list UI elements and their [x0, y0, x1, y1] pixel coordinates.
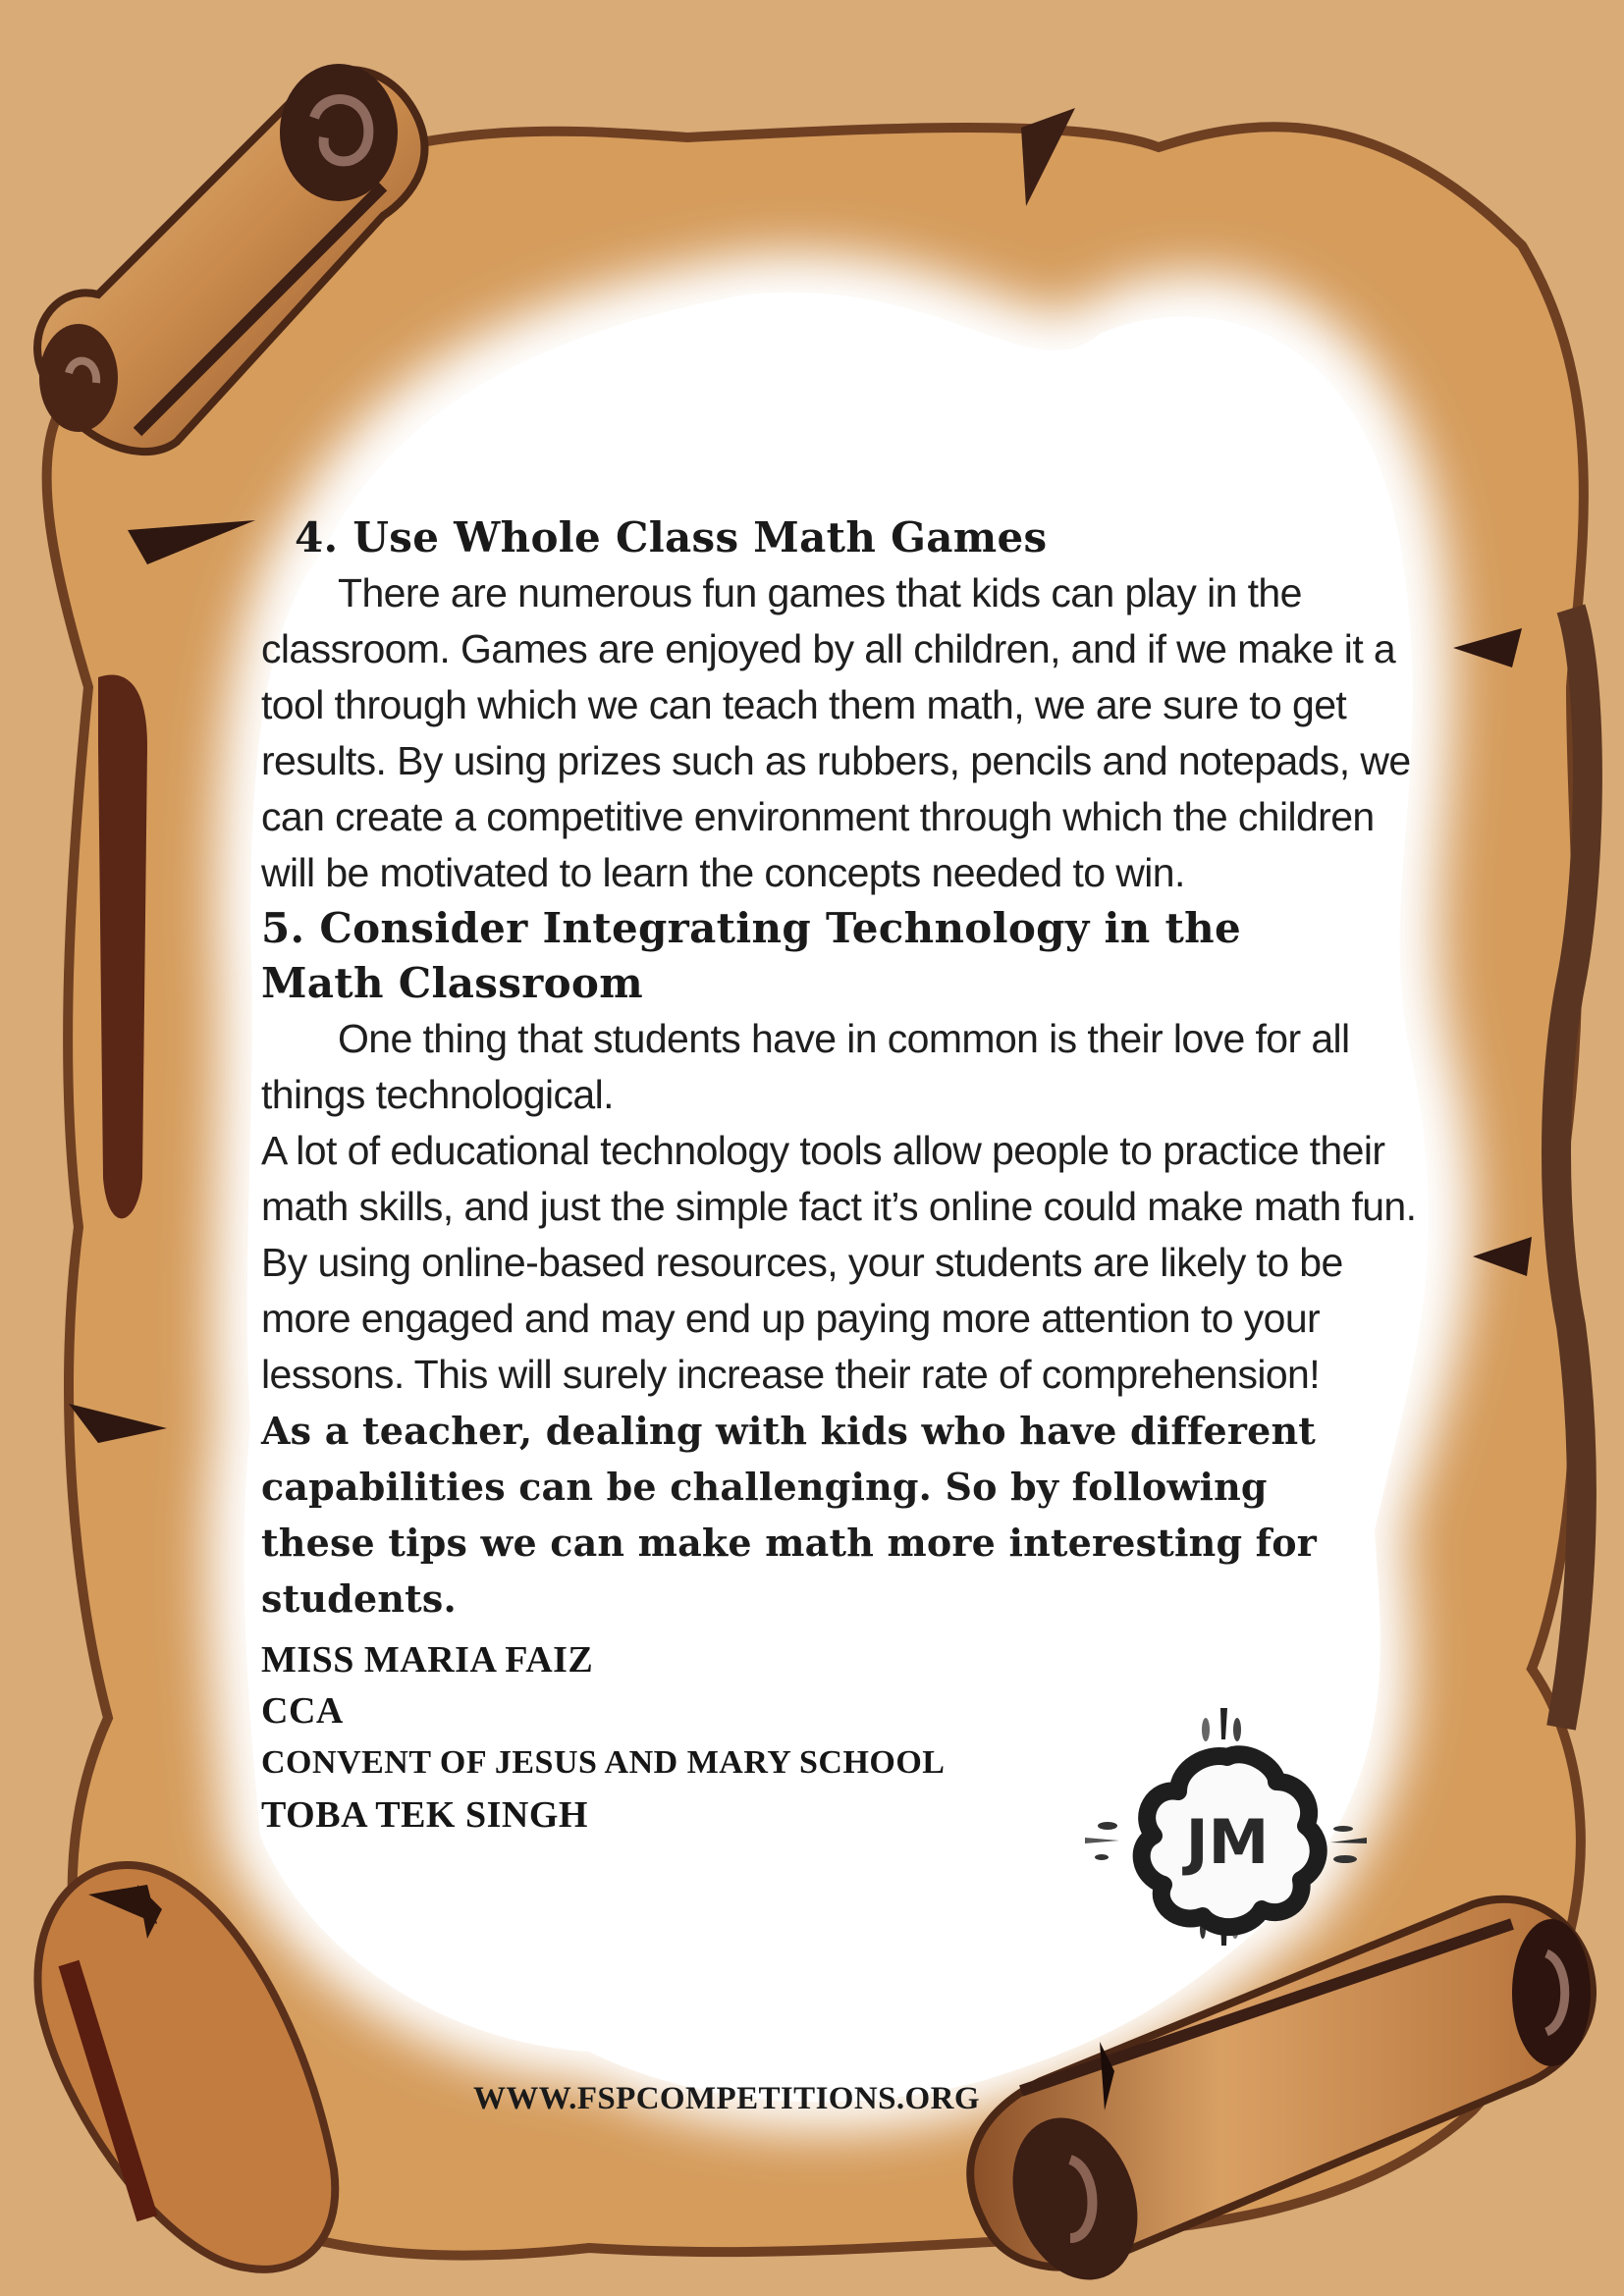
author-name: MISS MARIA FAIZ: [261, 1639, 594, 1681]
section-heading-5: 5. Consider Integrating Technology in the Math Classroom: [261, 904, 1242, 1007]
section-4-paragraph: There are numerous fun games that kids can play in the classroom. Games are enjoyed by all children, and if we make it a tool through which we can teach them math, we are sure to get results. By using prizes such as rubbers, pencils and notepads, we can create a competitive environment through which the children will be motivated to learn the concepts needed to win.: [261, 570, 1411, 895]
author-role: CCA: [261, 1690, 344, 1732]
website-url-link[interactable]: WWW.FSPCOMPETITIONS.ORG: [473, 2081, 980, 2116]
section-heading-4: 4. Use Whole Class Math Games: [295, 513, 1048, 561]
school-city: TOBA TEK SINGH: [261, 1794, 588, 1836]
section-5-paragraph-2: A lot of educational technology tools allow people to practice their math skills, and just the simple fact it’s online could make math fun. By using online-based resources, your students are likely to be more engaged and may end up paying more attention to your lessons. This will surely increase their rate of comprehension!: [261, 1128, 1417, 1397]
closing-statement: As a teacher, dealing with kids who have different capabilities can be challenging. So by following these tips we can make math more interesting for students.: [261, 1409, 1317, 1621]
svg-text:JM: JM: [1185, 1806, 1270, 1878]
article-body: [261, 510, 1420, 1841]
school-name: CONVENT OF JESUS AND MARY SCHOOL: [261, 1744, 946, 1781]
school-monogram-badge-icon: [1080, 1688, 1375, 1963]
section-5-paragraph-1: One thing that students have in common is their love for all things technological.: [261, 1016, 1350, 1117]
